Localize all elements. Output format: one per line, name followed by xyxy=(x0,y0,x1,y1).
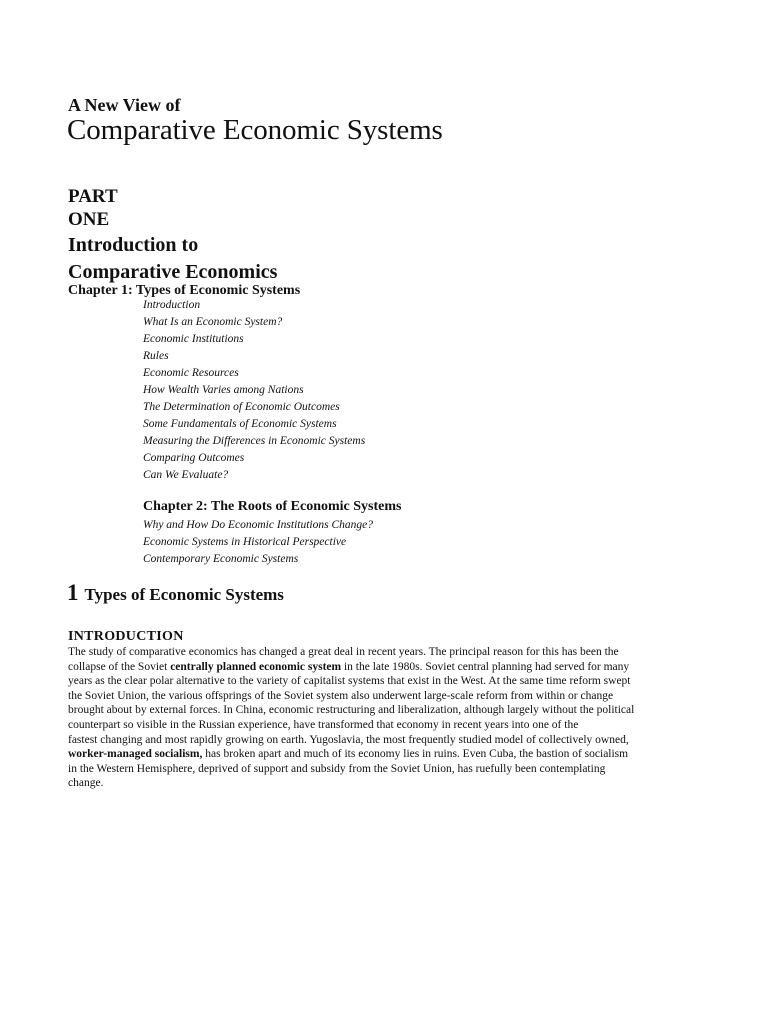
toc-item[interactable]: Why and How Do Economic Institutions Change? xyxy=(143,519,373,531)
toc-item[interactable]: Economic Systems in Historical Perspective xyxy=(143,536,347,548)
toc-item[interactable]: Rules xyxy=(143,350,169,362)
toc-chapter1-list xyxy=(143,297,365,484)
part-title-line2: Comparative Economics xyxy=(68,261,278,283)
toc-item[interactable]: Comparing Outcomes xyxy=(143,452,245,464)
part-label-line1: PART xyxy=(68,186,118,207)
term-centrally-planned: centrally planned economic system xyxy=(170,660,342,673)
toc-item[interactable]: How Wealth Varies among Nations xyxy=(143,384,304,396)
body-line: change. xyxy=(68,777,104,790)
part-label-line2: ONE xyxy=(68,209,110,230)
toc-item[interactable]: Some Fundamentals of Economic Systems xyxy=(143,418,337,430)
part-title xyxy=(68,232,277,286)
body-line: brought about by external forces. In China, economic restructuring and liberalization, although largely without the political xyxy=(68,704,635,717)
body-line xyxy=(68,660,708,675)
toc-item[interactable]: Can We Evaluate? xyxy=(143,469,229,481)
chapter-heading xyxy=(67,580,284,606)
section-heading: INTRODUCTION xyxy=(68,629,184,644)
toc-item[interactable]: Contemporary Economic Systems xyxy=(143,553,299,565)
body-line: counterpart so visible in the Russian experience, have transformed that economy in recent years into one of the xyxy=(68,718,579,731)
toc-item[interactable]: Economic Institutions xyxy=(143,333,244,345)
body-text-run: has broken apart and much of its economy lies in ruins. Even Cuba, the bastion of socialism xyxy=(202,748,629,761)
toc-item[interactable]: Introduction xyxy=(143,299,201,311)
body-line: in the Western Hemisphere, deprived of support and subsidy from the Soviet Union, has ruefully been contemplating xyxy=(68,762,606,775)
toc-item[interactable]: Economic Resources xyxy=(143,367,239,379)
term-worker-managed: worker-managed socialism, xyxy=(68,748,203,761)
toc-item[interactable]: Measuring the Differences in Economic Systems xyxy=(143,435,366,447)
body-text-run: collapse of the Soviet xyxy=(68,660,171,673)
book-title: Comparative Economic Systems xyxy=(67,114,443,146)
body-paragraph xyxy=(68,645,708,791)
body-line: The study of comparative economics has changed a great deal in recent years. The principal reason for this has been the xyxy=(68,646,619,658)
body-line: fastest changing and most rapidly growing on earth. Yugoslavia, the most frequently studied model of collectively owned, xyxy=(68,733,629,746)
body-text-run: in the late 1980s. Soviet central planning had served for many xyxy=(341,660,630,673)
toc-chapter2-list xyxy=(143,517,373,568)
body-line: years as the clear polar alternative to the variety of capitalist systems that exist in the West. At the same time reform swept xyxy=(68,675,631,688)
toc-chapter1-heading: Chapter 1: Types of Economic Systems xyxy=(68,283,301,298)
body-line xyxy=(68,747,708,762)
toc-chapter2-heading: Chapter 2: The Roots of Economic Systems xyxy=(143,499,402,514)
part-label xyxy=(68,185,118,231)
book-subtitle: A New View of xyxy=(68,95,181,115)
chapter-number: 1 xyxy=(67,580,79,605)
chapter-title: Types of Economic Systems xyxy=(84,585,284,604)
toc-item[interactable]: The Determination of Economic Outcomes xyxy=(143,401,340,413)
toc-item[interactable]: What Is an Economic System? xyxy=(143,316,283,328)
part-title-line1: Introduction to xyxy=(68,234,199,256)
body-line: the Soviet Union, the various offsprings of the Soviet system also underwent large-scale reform from within or change xyxy=(68,689,614,702)
